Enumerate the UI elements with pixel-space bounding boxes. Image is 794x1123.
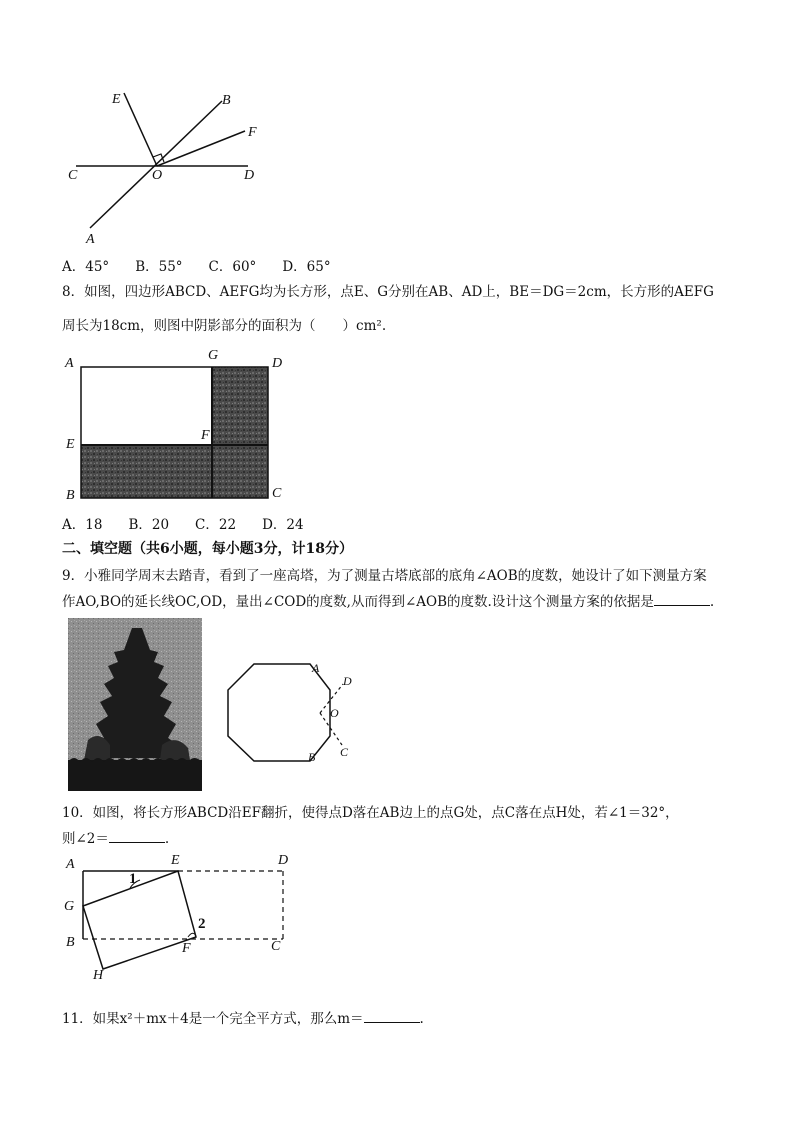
label-a: A [312,661,320,675]
label-b: B [222,93,231,108]
q9-stem-end: . [709,594,715,610]
q11-answer-blank[interactable] [364,1008,420,1023]
label-angle-2: 2 [198,916,206,932]
q10-stem-text: 则∠2＝ [62,831,109,847]
option-d[interactable]: D．65° [282,259,331,275]
q11-stem [62,1008,424,1029]
label-g: G [208,348,219,363]
q8-stem-line1: 8．如图，四边形ABCD、AEFG均为长方形，点E、G分别在AB、AD上，BE＝DG＝2cm，长方形的AEFG [62,284,714,300]
option-b[interactable]: B．20 [128,517,170,533]
label-c: C [272,486,282,501]
label-e: E [171,853,180,868]
option-a[interactable]: A．18 [62,517,103,533]
label-f: F [182,941,191,956]
label-d: D [244,168,255,183]
label-f: F [201,428,210,443]
q8-stem-line2: 周长为18cm，则图中阴影部分的面积为（ ）cm². [62,318,387,334]
label-angle-1: 1 [129,871,137,887]
label-a: A [66,857,75,872]
label-b: B [66,488,75,503]
option-c[interactable]: C．22 [195,517,237,533]
q9-stem-text: 作AO,BO的延长线OC,OD，量出∠COD的度数,从而得到∠AOB的度数.设计这个测量方案的依据是 [62,594,654,610]
label-g: G [64,899,75,914]
label-o: O [330,706,339,720]
label-a: A [86,232,95,247]
label-a: A [65,356,74,371]
label-c: C [271,939,281,954]
folded-rect [83,871,196,969]
label-d: D [272,356,283,371]
q10-stem-end: . [164,831,170,847]
option-a[interactable]: A．45° [62,259,110,275]
label-o: O [152,168,163,183]
label-d: D [278,853,289,868]
q11-stem-end: . [419,1011,424,1027]
label-c: C [340,745,349,759]
option-b[interactable]: B．55° [135,259,183,275]
label-e: E [112,92,121,107]
q11-stem-text: 11．如果x²＋mx＋4是一个完全平方式，那么m＝ [62,1011,364,1027]
q10-stem-line1: 10．如图，将长方形ABCD沿EF翻折，使得点D落在AB边上的点G处，点C落在点H处，若∠1＝32°， [62,805,679,821]
q9-stem-line1: 9．小雅同学周末去踏青，看到了一座高塔，为了测量古塔底部的底角∠AOB的度数，她设计了如下测量方案 [62,568,707,584]
label-c: C [68,168,78,183]
section-title: 二、填空题（共6小题，每小题3分，计18分） [62,541,353,557]
label-f: F [248,125,257,140]
option-d[interactable]: D．24 [262,517,304,533]
label-d: D [343,674,352,688]
label-e: E [66,437,75,452]
label-h: H [93,968,104,983]
label-b: B [66,935,75,950]
label-b: B [308,750,316,764]
option-c[interactable]: C．60° [208,259,257,275]
